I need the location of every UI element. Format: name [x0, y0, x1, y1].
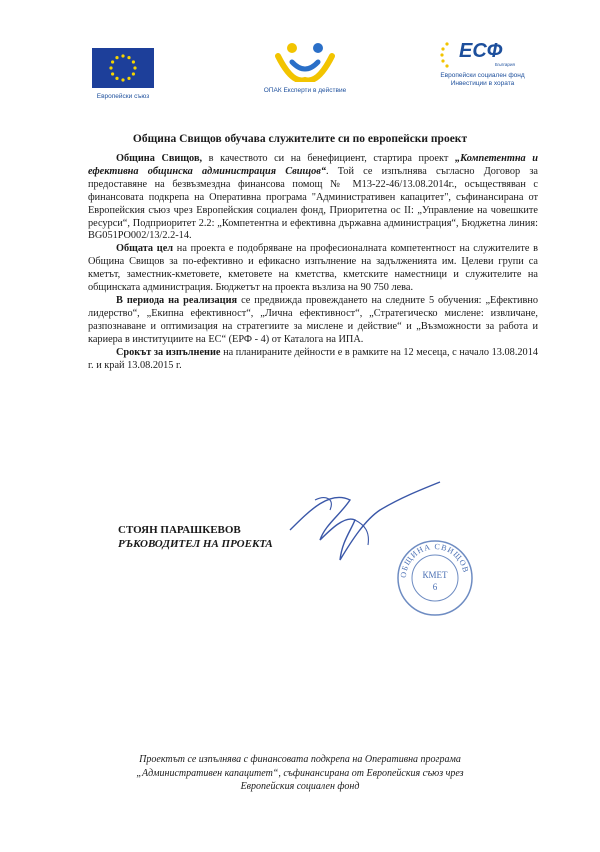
footer-line-2: „Административен капацитет“, съфинансирана от Европейския съюз чрез: [136, 767, 464, 779]
document-body: [88, 153, 538, 372]
paragraph-trainings: В периода на реализация се предвижда провеждането на следните 5 обучения: „Ефективно лидерство“, „Екипна ефективност“, „Лична ефективност“, „Стратегическо мислене: извличане, разпознаване и оптимизация на стратегиите за мислене и действие“ и „Възможности за работа и кариера в институциите на ЕС“ (ЕРФ - 4) от Каталога на ИПА.: [88, 294, 538, 345]
project-name: „Компетентна и ефективна общинска администрация Свищов“: [88, 153, 538, 177]
esf-caption-2: Инвестиции в хората: [450, 80, 515, 87]
esf-mark: ЕСФ: [459, 40, 503, 62]
document-title: Община Свищов обучава служителите си по европейски проект: [132, 133, 468, 145]
footer-note: [80, 753, 520, 794]
opak-caption: ОПАК Експерти в действие: [263, 87, 347, 94]
official-stamp: [395, 538, 475, 618]
signatory-role: РЪКОВОДИТЕЛ НА ПРОЕКТА: [118, 538, 273, 550]
stamp-ring-text: ОБЩИНА СВИЩОВ: [398, 541, 471, 579]
signatory-name: СТОЯН ПАРАШКЕВОВ: [118, 524, 241, 536]
lead-term: Срокът за изпълнение: [116, 346, 221, 358]
footer-line-1: Проектът се изпълнява с финансовата подкрепа на Оперативна програма: [139, 754, 461, 765]
paragraph-term: Срокът за изпълнение на планираните дейности е в рамките на 12 месеца, с начало 13.08.2014 г. и край 13.08.2015 г.: [88, 346, 538, 371]
eu-flag-icon: [92, 48, 154, 88]
opak-figures-icon: [270, 40, 340, 82]
signatory-block: [118, 523, 273, 551]
stamp-center-text: КМЕТ: [422, 570, 448, 580]
lead-goal: Общата цел: [116, 243, 174, 255]
opak-logo: [255, 40, 355, 95]
paragraph-project: Община Свищов, в качеството си на бенефициент, стартира проект „Компетентна и ефективна общинска администрация Свищов“. Той се изпълнява съгласно Договор за предоставяне на безвъзмездна финансова помощ № М13-22-46/13.08.2014г., осъществяван с финансовата подкрепа на Оперативна програма "Административен капацитет", съфинансирана от Европейския съюз чрез Европейския социален фонд, Приоритетна ос II: „Управление на човешките ресурси“, Подприоритет 2.2: „Компетентна и ефективна държавна администрация“, Бюджетна линия: BG051PO002/13/2.2-14.: [88, 153, 538, 242]
eu-logo: [90, 48, 156, 101]
stamp-number: 6: [432, 582, 438, 592]
esf-caption-1: Европейски социален фонд: [440, 72, 525, 79]
paragraph-goal: Общата цел на проекта е подобряване на професионалната компетентност на служителите в Община Свищов за по-ефективно и ефикасно изпълнение на задълженията им. Целеви групи са кметът, заместник-кметовете, кметовете на кметства, кметските наместници и служителите на общинската администрация. Бюджетът на проекта възлиза на 90 750 лева.: [88, 243, 538, 294]
lead-period: В периода на реализация: [116, 294, 238, 306]
footer-line-3: Европейския социален фонд: [240, 781, 360, 792]
eu-caption: Европейски съюз: [96, 93, 150, 100]
esf-logo: [425, 38, 540, 88]
lead-municipality: Община Свищов,: [116, 153, 203, 164]
esf-country: България: [495, 62, 515, 67]
